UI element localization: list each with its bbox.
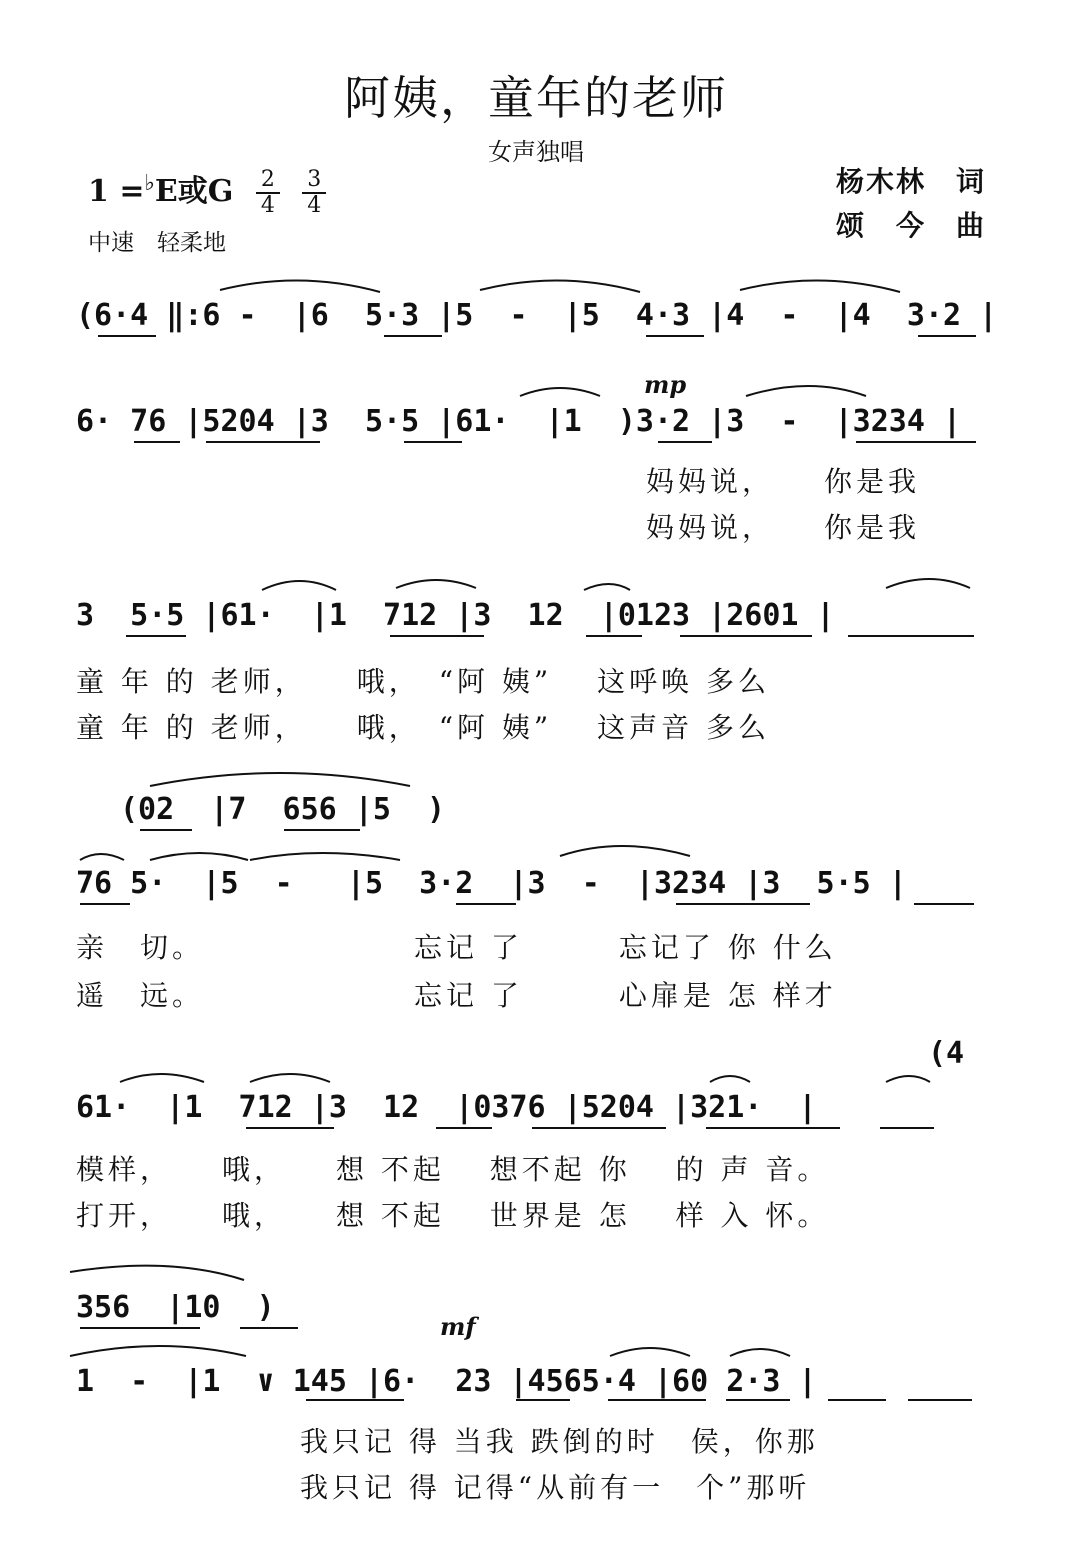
meter-3-4: $\frac{3}{4}$ bbox=[302, 169, 326, 217]
slur-9 bbox=[886, 579, 970, 588]
meter-2-4: $\frac{2}{4}$ bbox=[256, 169, 280, 217]
slur-14 bbox=[560, 846, 690, 856]
key-prefix: 1 = bbox=[88, 174, 145, 209]
slur-16 bbox=[250, 1074, 330, 1082]
slur-19 bbox=[70, 1266, 244, 1280]
composer-credit: 颂 今 曲 bbox=[836, 209, 987, 242]
slur-12 bbox=[150, 853, 248, 860]
slur-15 bbox=[120, 1074, 204, 1082]
score-row-5: 61· |1 712 |3 12 |0376 |5204 |321· | bbox=[76, 1090, 817, 1125]
flat-sign: ♭ bbox=[144, 171, 155, 196]
slur-4 bbox=[520, 388, 600, 396]
song-title: 阿姨，童年的老师 bbox=[344, 71, 728, 125]
slur-20 bbox=[70, 1346, 246, 1356]
lyric-row-4-verse-2: 遥 远。 忘记 了 心扉是 怎 样才 bbox=[76, 979, 837, 1012]
score-row-4-interlude: (02 |7 656 |5 ) bbox=[120, 792, 446, 827]
slur-3 bbox=[740, 280, 900, 292]
lyric-row-3-verse-2: 童 年 的 老师， 哦， “阿 姨” 这声音 多么 bbox=[76, 711, 771, 744]
slur-10 bbox=[150, 773, 410, 786]
score-row-1: (6·4 ‖:6 - |6 5·3 |5 - |5 4·3 |4 - |4 3·2 | bbox=[76, 298, 998, 333]
slur-13 bbox=[250, 853, 400, 860]
slur-11 bbox=[80, 854, 124, 860]
score-row-2: 6· 76 |5204 |3 5·5 |61· |1 )3·2 |3 - |3234 | bbox=[76, 404, 962, 439]
song-subtitle: 女声独唱 bbox=[488, 138, 584, 166]
slur-8 bbox=[584, 584, 630, 590]
lyric-row-5-verse-2: 打开， 哦， 想 不起 世界是 怎 样 入 怀。 bbox=[76, 1199, 830, 1232]
key-name: E或G bbox=[154, 174, 234, 209]
score-row-4: 76 5· |5 - |5 3·2 |3 - |3234 |3 5·5 | bbox=[76, 866, 907, 901]
tempo-marking: 中速 轻柔地 bbox=[88, 230, 226, 256]
slur-7 bbox=[396, 580, 476, 588]
slur-18 bbox=[886, 1076, 930, 1082]
score-row-6: 1 - |1 ∨ 145 |6· 23 |4565·4 |60 2·3 | bbox=[76, 1364, 817, 1399]
lyric-row-6-verse-1: 我只记 得 当我 跌倒的时 侯，你那 bbox=[300, 1425, 819, 1458]
lyric-row-5-verse-1: 模样， 哦， 想 不起 想不起 你 的 声 音。 bbox=[76, 1153, 830, 1186]
slur-2 bbox=[480, 280, 640, 292]
lyric-row-6-verse-2: 我只记 得 记得“从前有一 个”那听 bbox=[300, 1471, 811, 1504]
slur-5 bbox=[746, 386, 866, 396]
lyric-row-2-verse-2: 妈妈说， 你是我 bbox=[646, 511, 921, 544]
dynamic-mf: mf bbox=[440, 1312, 476, 1341]
slur-21 bbox=[610, 1348, 690, 1356]
score-row-6-interlude: 356 |10 ) bbox=[76, 1290, 275, 1325]
dynamic-mp: mp bbox=[644, 370, 687, 399]
score-row-5-lead: (4 bbox=[928, 1036, 965, 1071]
lyric-row-3-verse-1: 童 年 的 老师， 哦， “阿 姨” 这呼唤 多么 bbox=[76, 665, 771, 698]
lyricist-credit: 杨木林 词 bbox=[836, 165, 987, 198]
score-row-3: 3 5·5 |61· |1 712 |3 12 |0123 |2601 | bbox=[76, 598, 835, 633]
slur-22 bbox=[730, 1349, 790, 1356]
slur-17 bbox=[710, 1076, 750, 1082]
lyric-row-4-verse-1: 亲 切。 忘记 了 忘记了 你 什么 bbox=[76, 931, 837, 964]
lyric-row-2-verse-1: 妈妈说， 你是我 bbox=[646, 465, 921, 498]
slur-6 bbox=[262, 581, 336, 590]
slur-1 bbox=[220, 280, 380, 292]
